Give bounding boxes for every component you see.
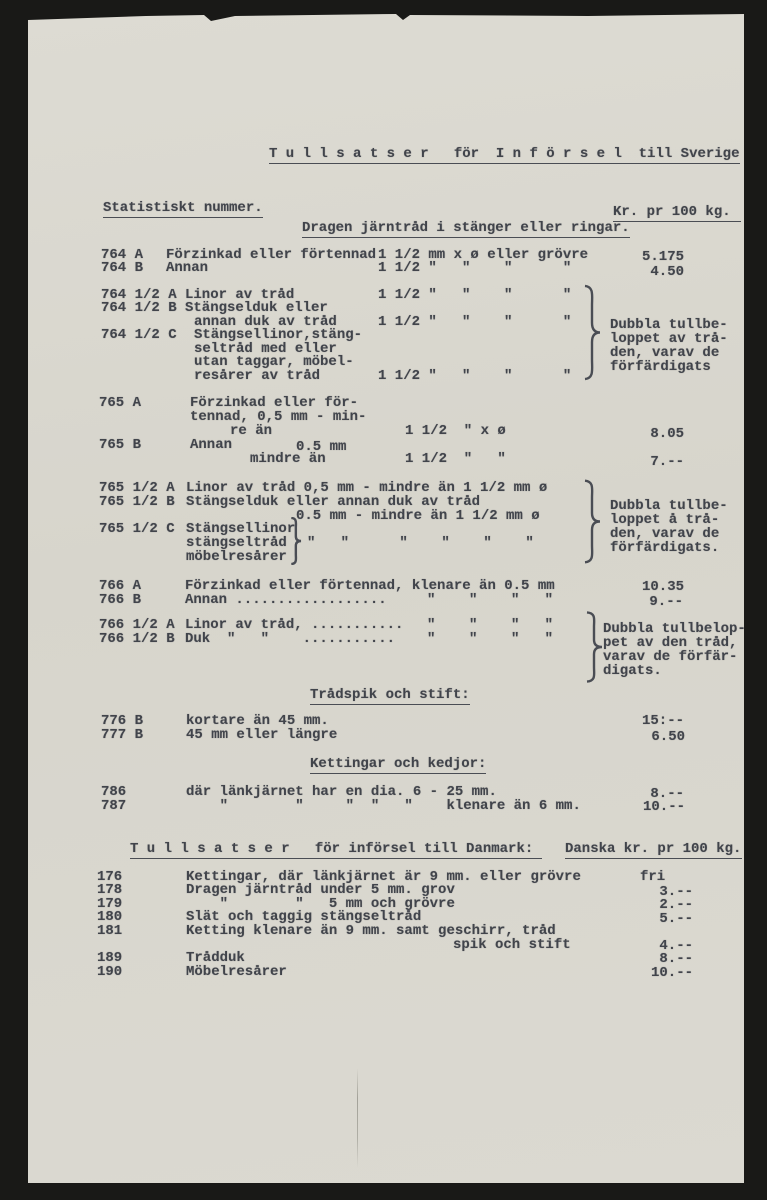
row-765A-number: 765 A <box>99 395 142 411</box>
note-765-line3: den, varav de <box>610 526 720 542</box>
row-179-number: 179 <box>97 896 123 912</box>
row-766B-value: 9.-- <box>649 594 683 610</box>
note-765-line2: loppet å trå- <box>610 512 720 528</box>
row-766halfB-description: Duk " " ........... <box>185 631 396 647</box>
section-heading-kettingar: Kettingar och kedjor: <box>310 756 487 772</box>
row-766A-number: 766 A <box>99 578 142 594</box>
row-181-description: Ketting klenare än 9 mm. samt geschirr, tråd <box>186 923 556 939</box>
note-764-line3: den, varav de <box>610 345 720 361</box>
row-776B-description: kortare än 45 mm. <box>186 713 329 729</box>
row-787-number: 787 <box>101 798 127 814</box>
row-764B-ditto-marks: 1 1/2 " " " " <box>378 260 572 276</box>
row-766B-ditto-marks: " " " " <box>427 592 554 608</box>
document-title-sweden: T u l l s a t s e r för I n f ö r s e l till Sverige <box>269 146 740 162</box>
row-180-number: 180 <box>97 909 123 925</box>
row-765A-description-line2: tennad, 0,5 mm - min- <box>190 409 367 425</box>
document-title-denmark: T u l l s a t s e r för införsel till Danmark: <box>130 842 542 859</box>
row-764A-spec: 1 1/2 mm x ø eller grövre <box>378 247 589 263</box>
row-765halfC-number: 765 1/2 C <box>99 521 175 537</box>
note-766-line1: Dubbla tullbelop- <box>603 621 746 637</box>
row-766B-number: 766 B <box>99 592 142 608</box>
row-190-description: Möbelresårer <box>186 964 287 980</box>
row-190-number: 190 <box>97 964 123 980</box>
note-764-line1: Dubbla tullbe- <box>610 317 728 333</box>
row-180-value: 5.-- <box>659 911 693 927</box>
row-765halfA-description: Linor av tråd 0,5 mm - mindre än 1 1/2 mm ø <box>186 480 548 496</box>
row-176-number: 176 <box>97 869 123 885</box>
row-765B-description-line3: mindre än <box>250 451 326 467</box>
row-765B-description-line1: Annan <box>190 437 233 453</box>
row-764A-value: 5.175 <box>641 249 684 265</box>
row-765B-description-line2: 0.5 mm <box>296 439 347 455</box>
row-776B-number: 776 B <box>101 713 144 729</box>
note-766-line2: pet av den tråd, <box>603 635 738 651</box>
row-787-value: 10.-- <box>642 799 685 815</box>
row-764B-value: 4.50 <box>650 264 684 280</box>
row-765halfC-item1: Stängsellinor <box>186 521 296 537</box>
row-190-value: 10.-- <box>650 965 693 981</box>
row-181-number: 181 <box>97 923 123 939</box>
column-header-statistics: Statistiskt nummer. <box>103 200 263 216</box>
row-189-description: Trådduk <box>186 950 245 966</box>
row-765A-value: 8.05 <box>650 426 684 442</box>
row-766halfB-number: 766 1/2 B <box>99 631 175 647</box>
row-766halfA-number: 766 1/2 A <box>99 617 175 633</box>
note-766-line3: varav de förfär- <box>603 649 738 665</box>
row-786-number: 786 <box>101 784 127 800</box>
row-764A-number: 764 A <box>101 247 144 263</box>
row-764B-description: Annan <box>166 260 209 276</box>
row-766A-value: 10.35 <box>641 579 684 595</box>
row-764halfB-ditto-marks: 1 1/2 " " " " <box>378 314 572 330</box>
row-176-value: fri <box>640 869 666 885</box>
row-178-value: 3.-- <box>659 884 693 900</box>
row-764A-description: Förzinkad eller förtennad <box>166 247 377 263</box>
row-764halfA-ditto-marks: 1 1/2 " " " " <box>378 287 572 303</box>
row-178-number: 178 <box>97 882 123 898</box>
section-heading-tradspik: Trådspik och stift: <box>310 687 470 703</box>
row-765halfB-number: 765 1/2 B <box>99 494 175 510</box>
row-766halfA-description: Linor av tråd, ........... <box>185 617 404 633</box>
row-765B-spec: 1 1/2 " " <box>405 451 506 467</box>
row-777B-description: 45 mm eller längre <box>186 727 338 743</box>
row-787-description: " " " " " klenare än 6 mm. <box>186 798 581 814</box>
row-181-description-cont: spik och stift <box>453 937 571 953</box>
row-764halfC-description-cont3: resårer av tråd <box>194 368 321 384</box>
row-766B-description: Annan .................. <box>185 592 387 608</box>
row-764halfC-description-cont2: utan taggar, möbel- <box>194 354 354 370</box>
group-brace-766 <box>585 611 605 683</box>
column-header-unit-denmark: Danska kr. pr 100 kg. <box>565 841 742 857</box>
paper-crease <box>357 1068 358 1168</box>
row-764halfC-description-cont1: seltråd med eller <box>194 341 337 357</box>
row-176-description: Kettingar, där länkjärnet är 9 mm. eller grövre <box>186 869 581 885</box>
row-765halfC-item3: möbelresårer <box>186 549 287 565</box>
row-180-description: Slät och taggig stängseltråd <box>186 909 422 925</box>
row-764halfC-description: Stängsellinor,stäng- <box>194 327 363 343</box>
row-765B-number: 765 B <box>99 437 142 453</box>
row-765A-spec: 1 1/2 " x ø <box>405 423 506 439</box>
row-764halfB-description-cont: annan duk av tråd <box>194 314 337 330</box>
row-765B-value: 7.-- <box>650 454 684 470</box>
row-777B-value: 6.50 <box>651 729 685 745</box>
note-765-line4: förfärdigats. <box>610 540 720 556</box>
row-189-value: 8.-- <box>659 951 693 967</box>
note-764-line2: loppet av trå- <box>610 331 728 347</box>
row-764halfB-number: 764 1/2 B <box>101 300 177 316</box>
row-764halfB-description: Stängselduk eller <box>185 300 328 316</box>
row-765halfC-ditto-marks: " " " " " " <box>307 535 534 551</box>
row-764B-number: 764 B <box>101 260 144 276</box>
row-765halfB-description: Stängselduk eller annan duk av tråd <box>186 494 481 510</box>
row-765halfC-item2: stängseltråd <box>186 535 287 551</box>
row-765A-description-line1: Förzinkad eller för- <box>190 395 359 411</box>
row-179-description: " " 5 mm och grövre <box>186 896 455 912</box>
row-764halfA-number: 764 1/2 A <box>101 287 177 303</box>
row-189-number: 189 <box>97 950 123 966</box>
group-brace-764 <box>583 284 603 381</box>
group-brace-765 <box>583 479 603 564</box>
row-181-value: 4.-- <box>659 938 693 954</box>
row-765A-description-line3: re än <box>230 423 273 439</box>
row-765halfB-description-cont: 0.5 mm - mindre än 1 1/2 mm ø <box>296 508 540 524</box>
row-766halfA-ditto-marks: " " " " <box>427 617 554 633</box>
row-777B-number: 777 B <box>101 727 144 743</box>
row-765halfA-number: 765 1/2 A <box>99 480 175 496</box>
row-786-description: där länkjärnet har en dia. 6 - 25 mm. <box>186 784 497 800</box>
row-764halfC-ditto-marks: 1 1/2 " " " " <box>378 368 572 384</box>
row-764halfA-description: Linor av tråd <box>185 287 295 303</box>
row-776B-value: 15:-- <box>641 713 684 729</box>
column-header-unit: Kr. pr 100 kg. <box>613 205 741 222</box>
small-brace-765halfC <box>290 517 303 565</box>
row-179-value: 2.-- <box>659 897 693 913</box>
note-766-line4: digats. <box>603 663 662 679</box>
section-heading-drawn-wire: Dragen järntråd i stänger eller ringar. <box>302 220 630 236</box>
row-178-description: Dragen järntråd under 5 mm. grov <box>186 882 455 898</box>
note-764-line4: förfärdigats <box>610 359 711 375</box>
row-766A-description: Förzinkad eller förtennad, klenare än 0.5 mm <box>185 578 555 594</box>
row-766halfB-ditto-marks: " " " " <box>427 631 554 647</box>
row-786-value: 8.-- <box>650 786 684 802</box>
row-764halfC-number: 764 1/2 C <box>101 327 177 343</box>
note-765-line1: Dubbla tullbe- <box>610 498 728 514</box>
